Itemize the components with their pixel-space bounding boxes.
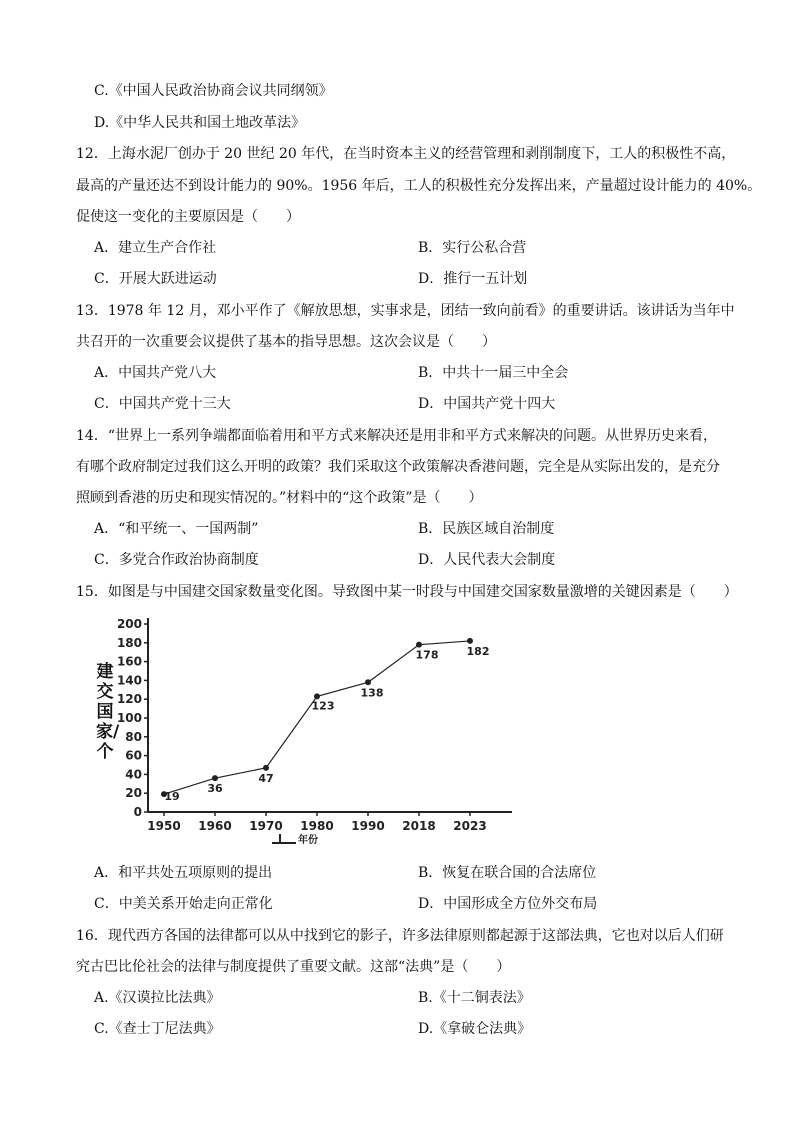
data-label: 123 <box>311 699 335 713</box>
q12-option-a: A．建立生产合作社 <box>94 240 217 256</box>
x-tick-label: 2023 <box>453 819 487 833</box>
data-label: 47 <box>258 771 274 785</box>
x-axis-label: 年份 <box>298 835 318 846</box>
q12-stem-line-2: 最高的产量还达不到设计能力的 90%。1956 年后，工人的积极性充分发挥出来，产量超过设计能力的 40%。 <box>76 178 762 194</box>
data-label: 138 <box>360 686 384 700</box>
q15-stem-line-1: 15．如图是与中国建交国家数量变化图。导致图中某一时段与中国建交国家数量激增的关键因素是（ ） <box>76 584 738 600</box>
q14-stem-line-2: 有哪个政府制定过我们这么开明的政策？我们采取这个政策解决香港问题，完全是从实际出发的，是充分 <box>76 459 720 475</box>
q13-option-a: A．中国共产党八大 <box>94 365 217 381</box>
chart-svg <box>92 612 522 852</box>
x-tick-label: 1990 <box>351 819 385 833</box>
y-tick-label: 160 <box>116 654 142 669</box>
q15-option-c: C．中美关系开始走向正常化 <box>94 896 273 912</box>
data-point <box>365 679 371 685</box>
q12-option-b: B．实行公私合营 <box>418 240 527 256</box>
y-tick-label: 140 <box>116 673 142 688</box>
q13-stem-line-2: 共召开的一次重要会议提供了基本的指导思想。这次会议是（ ） <box>76 334 496 350</box>
data-point <box>416 642 422 648</box>
q16-stem-line-1: 16．现代西方各国的法律都可以从中找到它的影子，许多法律原则都起源于这部法典，它也对以后人们研 <box>76 928 724 944</box>
x-tick-label: 2018 <box>402 819 436 833</box>
data-point <box>263 765 269 771</box>
q11-option-d: D.《中华人民共和国土地改革法》 <box>94 115 306 131</box>
chart-y-axis-label: 建交国家/个 <box>96 662 120 762</box>
q14-option-c: C．多党合作政治协商制度 <box>94 552 259 568</box>
y-tick-label: 100 <box>116 711 142 725</box>
y-tick-label: 20 <box>125 786 142 801</box>
y-tick-label: 200 <box>116 617 142 631</box>
q15-option-d: D．中国形成全方位外交布局 <box>418 896 598 912</box>
q12-option-c: C．开展大跃进运动 <box>94 271 217 287</box>
q15-option-b: B．恢复在联合国的合法席位 <box>418 865 597 881</box>
q12-stem-line-1: 12．上海水泥厂创办于 20 世纪 20 年代，在当时资本主义的经营管理和剥削制度下，工人的积极性不高， <box>76 146 736 162</box>
series-line <box>164 641 470 794</box>
diplomatic-relations-chart <box>92 612 522 852</box>
q15-option-a: A．和平共处五项原则的提出 <box>94 865 273 881</box>
q14-option-b: B．民族区域自治制度 <box>418 521 555 537</box>
q12-stem-line-3: 促使这一变化的主要原因是（ ） <box>76 209 300 225</box>
q13-stem-line-1: 13．1978 年 12 月，邓小平作了《解放思想，实事求是，团结一致向前看》的重要讲话。该讲话为当年中 <box>76 303 735 319</box>
q14-stem-line-3: 照顾到香港的历史和现实情况的。”材料中的“这个政策”是（ ） <box>76 490 483 506</box>
q14-option-a: A．“和平统一、一国两制” <box>94 521 259 537</box>
y-tick-label: 80 <box>125 729 142 744</box>
x-tick-label: 1960 <box>198 819 232 833</box>
data-label: 182 <box>466 644 490 658</box>
y-tick-label: 60 <box>125 748 142 763</box>
q11-option-c: C.《中国人民政治协商会议共同纲领》 <box>94 83 333 99</box>
q16-option-d: D.《拿破仑法典》 <box>418 1021 532 1037</box>
data-point <box>467 638 473 644</box>
q16-stem-line-2: 究古巴比伦社会的法律与制度提供了重要文献。这部“法典”是（ ） <box>76 959 511 975</box>
q13-option-b: B．中共十一届三中全会 <box>418 365 569 381</box>
x-tick-label: 1950 <box>147 819 181 833</box>
y-tick-label: 0 <box>133 805 142 819</box>
data-label: 36 <box>207 782 223 796</box>
q16-option-a: A.《汉谟拉比法典》 <box>94 990 221 1006</box>
data-point <box>212 775 218 781</box>
q14-stem-line-1: 14．“世界上一系列争端都面临着用和平方式来解决还是用非和平方式来解决的问题。从世界历史来看， <box>76 428 717 444</box>
y-tick-label: 40 <box>125 767 142 782</box>
q13-option-d: D．中国共产党十四大 <box>418 396 556 412</box>
q13-option-c: C．中国共产党十三大 <box>94 396 231 412</box>
q12-option-d: D．推行一五计划 <box>418 271 528 287</box>
q14-option-d: D．人民代表大会制度 <box>418 552 556 568</box>
data-label: 178 <box>415 648 439 662</box>
data-label: 19 <box>164 790 180 804</box>
q16-option-b: B.《十二铜表法》 <box>418 990 531 1006</box>
y-tick-label: 120 <box>116 692 142 707</box>
y-tick-label: 180 <box>116 635 142 650</box>
q16-option-c: C.《查士丁尼法典》 <box>94 1021 221 1037</box>
x-tick-label: 1980 <box>300 819 334 833</box>
x-tick-label: 1970 <box>249 819 283 833</box>
